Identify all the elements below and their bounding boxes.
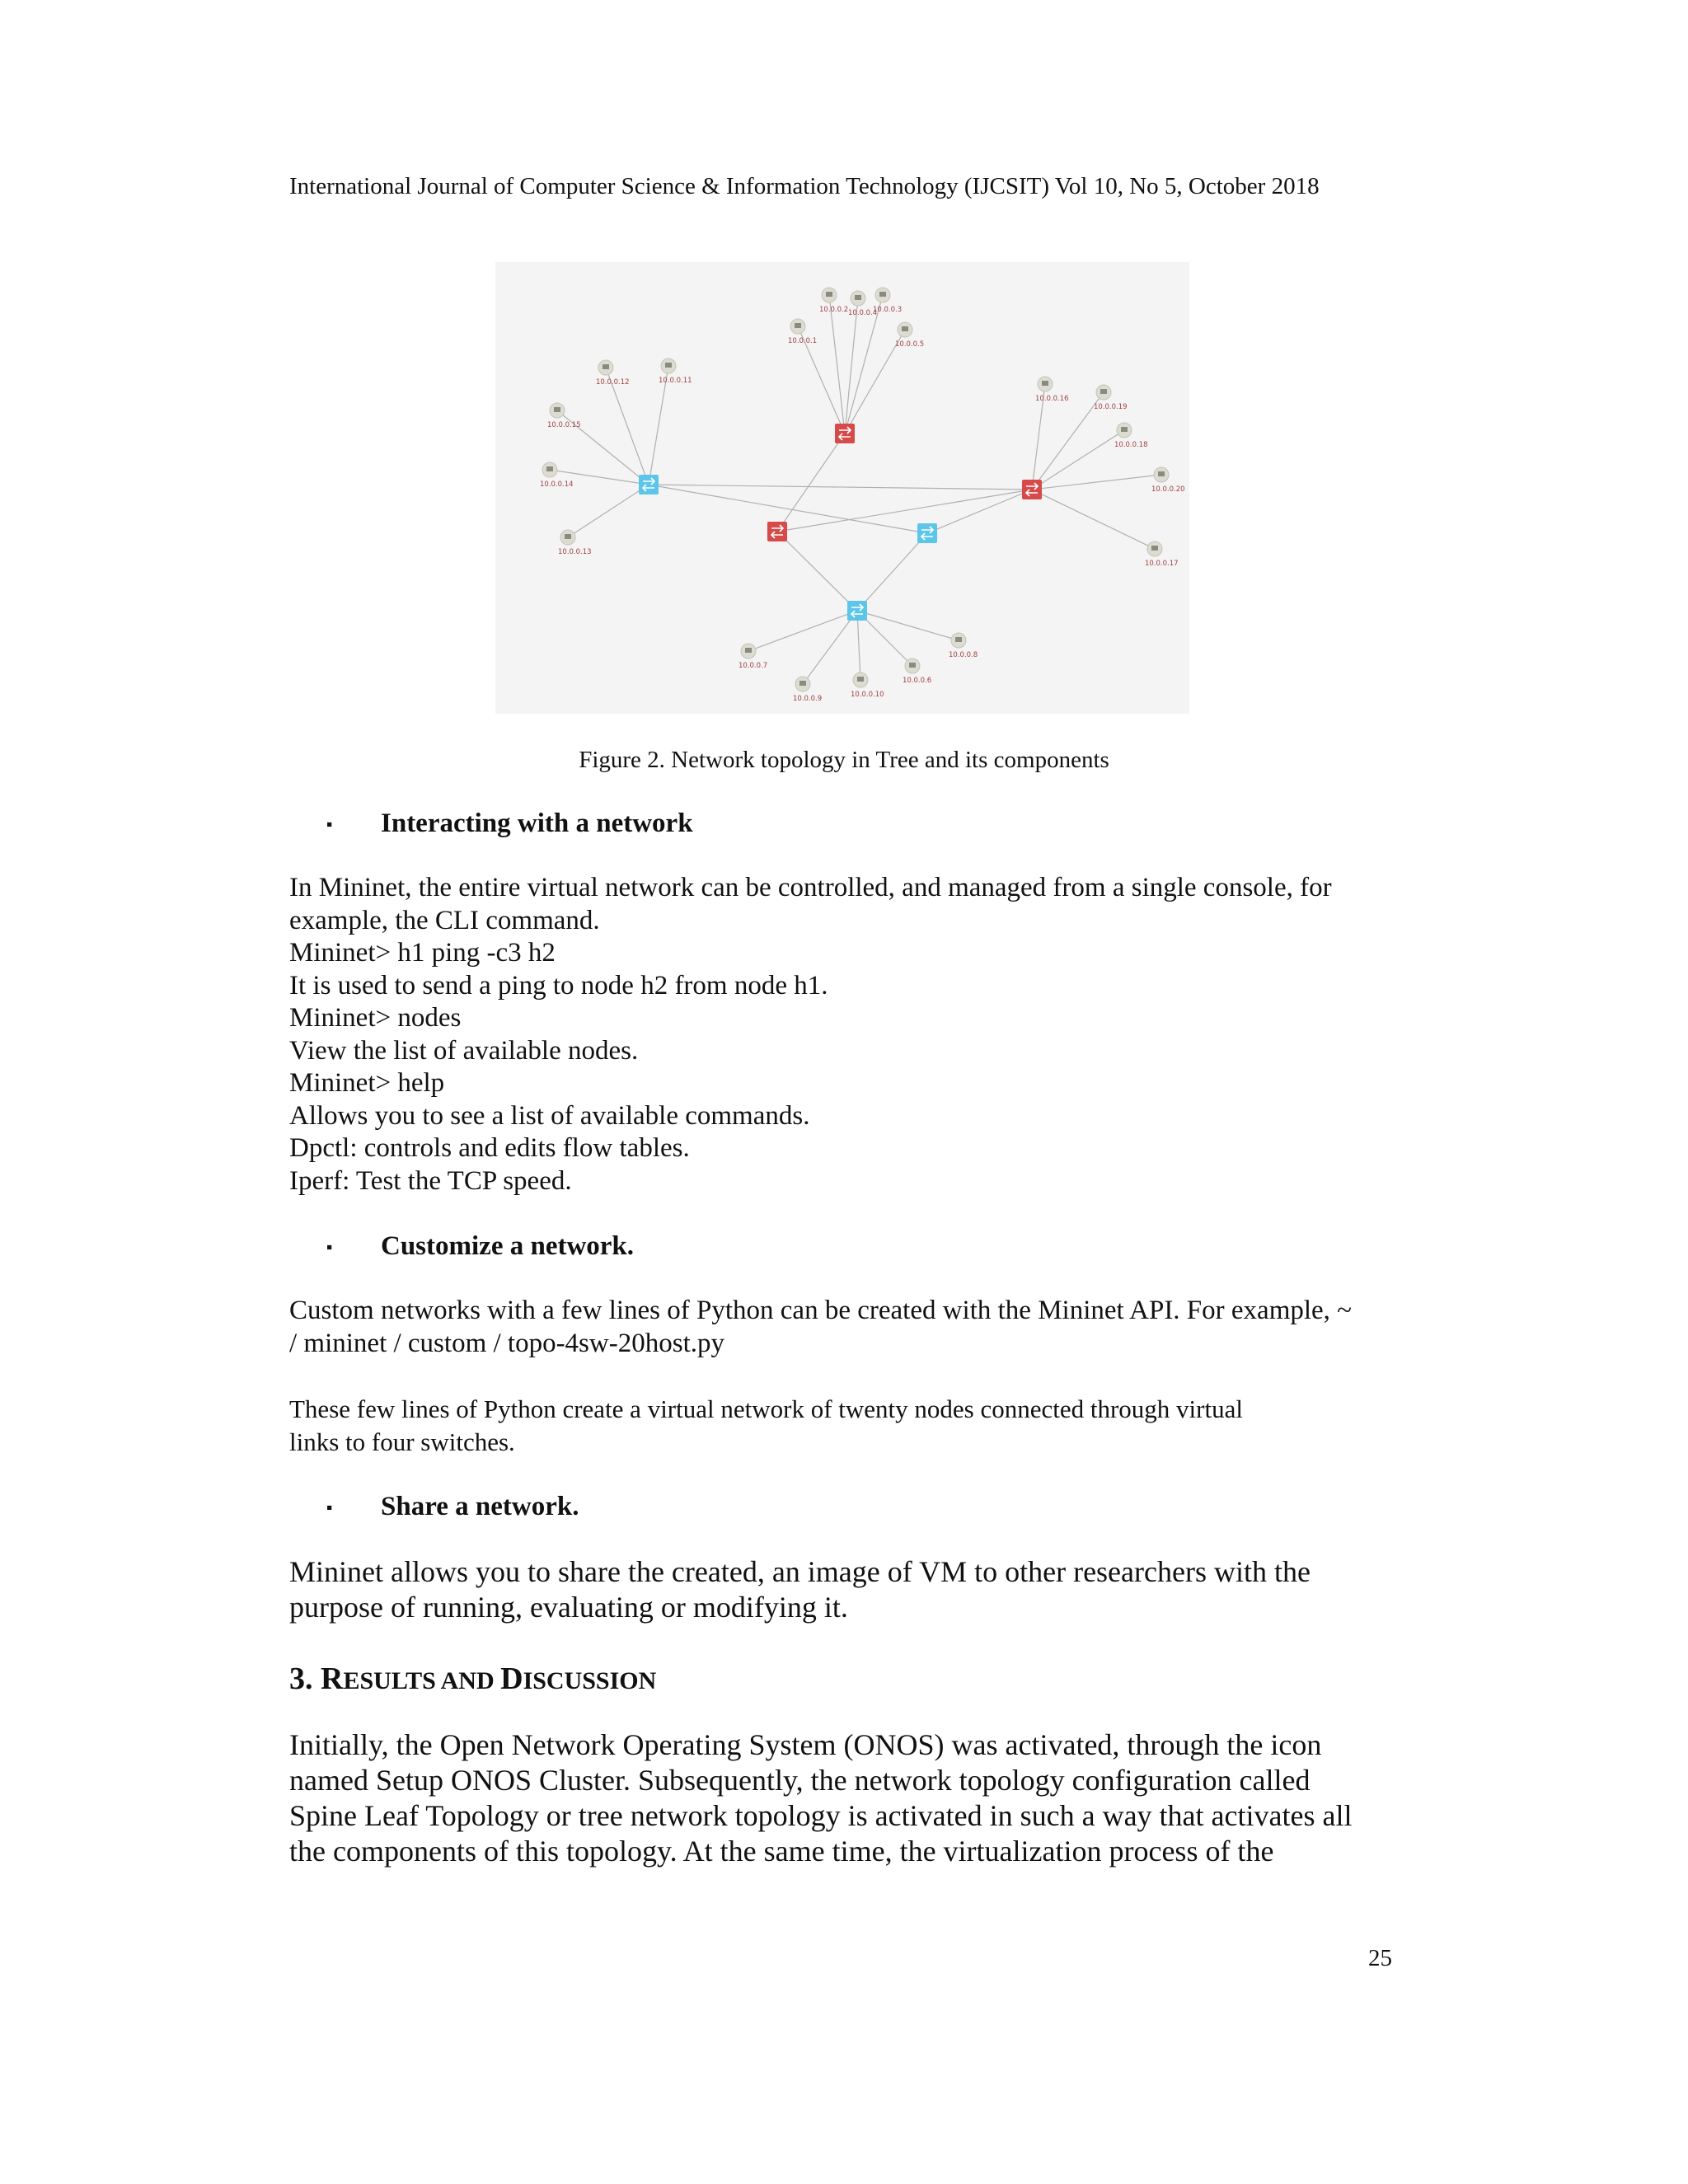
bullet-icon: ▪ [326, 1497, 333, 1517]
text-line: the components of this topology. At the same time, the virtualization process of the [289, 1835, 1274, 1868]
text-line: Spine Leaf Topology or tree network topology is activated in such a way that activates all [289, 1799, 1353, 1832]
host-label: 10.0.0.1 [788, 337, 818, 345]
text-line: links to four switches. [289, 1427, 515, 1456]
paragraph-customize [289, 1295, 1410, 1360]
text-line: In Mininet, the entire virtual network can be controlled, and managed from a single console, for [289, 873, 1332, 902]
leaf-switch-right [917, 523, 937, 543]
section-heading-results [289, 1661, 656, 1697]
host-node [873, 288, 902, 314]
host-label: 10.0.0.9 [793, 695, 823, 703]
section-title-esults: ESULTS AND [343, 1667, 501, 1694]
topology-diagram [495, 262, 1189, 714]
text-line: Iperf: Test the TCP speed. [289, 1165, 572, 1196]
host-node [738, 644, 767, 670]
bullet-icon: ▪ [326, 814, 333, 834]
text-line: named Setup ONOS Cluster. Subsequently, the network topology configuration called [289, 1764, 1311, 1797]
host-label: 10.0.0.14 [540, 480, 574, 489]
spine-switch-left [767, 522, 787, 541]
text-line: Mininet> help [289, 1068, 445, 1098]
text-line: example, the CLI command. [289, 905, 600, 935]
host-label: 10.0.0.7 [738, 662, 768, 670]
text-line: Custom networks with a few lines of Python can be created with the Mininet API. For example, ~ [289, 1296, 1353, 1325]
host-label: 10.0.0.2 [819, 306, 849, 314]
section-number: 3. [289, 1661, 313, 1696]
host-label: 10.0.0.13 [558, 548, 592, 556]
host-node [540, 462, 574, 489]
host-label: 10.0.0.15 [547, 421, 581, 429]
section-title-iscussion: ISCUSSION [523, 1667, 657, 1694]
text-line: Mininet> nodes [289, 1003, 462, 1033]
host-node [659, 359, 692, 385]
host-label: 10.0.0.12 [596, 378, 630, 387]
host-node [788, 319, 817, 345]
paragraph-share [289, 1554, 1410, 1625]
text-line: / mininet / custom / topo-4sw-20host.py [289, 1328, 724, 1358]
text-line: Initially, the Open Network Operating System (ONOS) was activated, through the icon [289, 1728, 1322, 1761]
host-label: 10.0.0.20 [1151, 485, 1185, 494]
leaf-switch-left [639, 475, 659, 494]
text-line: Allows you to see a list of available commands. [289, 1100, 810, 1131]
host-label: 10.0.0.8 [949, 651, 978, 659]
host-node [558, 530, 592, 556]
text-line: View the list of available nodes. [289, 1035, 639, 1066]
host-label: 10.0.0.3 [873, 306, 903, 314]
spine-switch-right [1022, 480, 1042, 499]
host-node [903, 658, 931, 685]
network-topology-figure [495, 262, 1189, 714]
section-title-d: D [500, 1661, 523, 1696]
host-label: 10.0.0.19 [1094, 403, 1128, 411]
figure-caption: Figure 2. Network topology in Tree and its components [579, 747, 1109, 773]
host-label: 10.0.0.16 [1035, 395, 1069, 403]
text-line: purpose of running, evaluating or modifying it. [289, 1591, 848, 1624]
host-node [1114, 423, 1148, 449]
host-node [949, 633, 978, 659]
page-number: 25 [1368, 1945, 1392, 1971]
host-node [895, 322, 924, 349]
host-node [596, 360, 630, 387]
subheading-interacting: Interacting with a network [381, 808, 693, 838]
subheading-share: Share a network. [381, 1492, 579, 1521]
switches [639, 424, 1042, 621]
hosts [540, 288, 1185, 703]
host-node [793, 677, 822, 703]
host-node [1151, 467, 1185, 494]
text-line: Mininet allows you to share the created, an image of VM to other researchers with the [289, 1555, 1311, 1588]
paragraph-results [289, 1727, 1410, 1869]
paragraph-interacting [289, 872, 1410, 1197]
subheading-customize: Customize a network. [381, 1231, 635, 1261]
paragraph-customize-2 [289, 1393, 1410, 1458]
leaf-switch-bottom [847, 601, 867, 621]
bullet-icon: ▪ [326, 1237, 333, 1257]
host-label: 10.0.0.5 [895, 340, 925, 349]
text-line: These few lines of Python create a virtual network of twenty nodes connected through virtual [289, 1394, 1243, 1423]
host-node [851, 673, 884, 699]
journal-header: International Journal of Computer Science & Information Technology (IJCSIT) Vol 10, No 5, October 2018 [289, 173, 1320, 199]
section-title-r: R [321, 1661, 344, 1696]
host-label: 10.0.0.4 [848, 309, 878, 317]
spine-switch-top [835, 424, 855, 443]
host-label: 10.0.0.10 [851, 691, 884, 699]
host-node [819, 288, 848, 314]
host-label: 10.0.0.6 [903, 677, 932, 685]
host-label: 10.0.0.18 [1114, 441, 1148, 449]
host-node [1094, 385, 1128, 411]
host-label: 10.0.0.11 [659, 377, 692, 385]
host-node [1145, 541, 1179, 568]
text-line: Dpctl: controls and edits flow tables. [289, 1133, 690, 1163]
host-label: 10.0.0.17 [1145, 560, 1179, 568]
host-node [1035, 377, 1069, 403]
text-line: Mininet> h1 ping -c3 h2 [289, 938, 556, 968]
text-line: It is used to send a ping to node h2 from node h1. [289, 970, 828, 1001]
